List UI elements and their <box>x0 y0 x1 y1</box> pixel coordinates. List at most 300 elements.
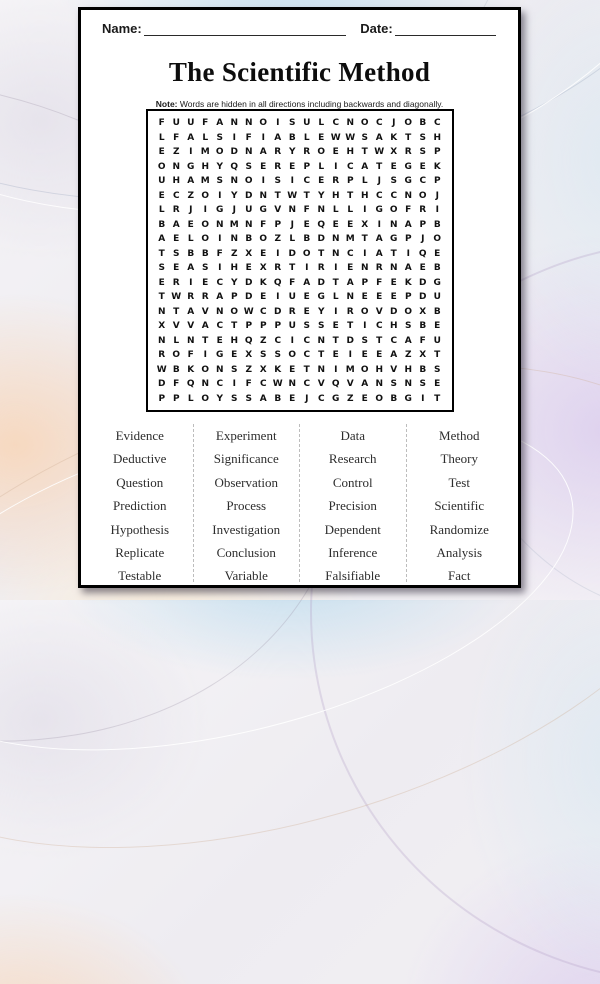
word-item: Scientific <box>434 498 485 514</box>
grid-letter: P <box>274 219 282 230</box>
grid-letter: R <box>404 147 412 157</box>
grid-letter: O <box>418 190 427 201</box>
grid-letter: I <box>232 379 236 389</box>
grid-letter: O <box>259 118 268 128</box>
grid-letter: F <box>173 379 180 389</box>
grid-letter: R <box>346 306 354 317</box>
grid-letter: F <box>419 335 426 346</box>
grid-letter: N <box>404 379 413 389</box>
grid-letter: H <box>404 364 413 375</box>
grid-letter: I <box>421 393 425 404</box>
grid-letter: I <box>334 263 338 273</box>
grid-letter: B <box>419 321 427 331</box>
grid-letter: G <box>332 393 340 404</box>
grid-letter: W <box>156 364 167 375</box>
grid-letter: K <box>187 364 195 375</box>
grid-letter: S <box>216 176 223 186</box>
grid-letter: S <box>260 350 267 360</box>
grid-letter: Q <box>230 161 239 172</box>
grid-letter: R <box>419 205 427 215</box>
word-column <box>406 424 513 582</box>
grid-letter: N <box>360 263 369 273</box>
date-label: Date: <box>360 21 393 36</box>
worksheet-panel <box>78 7 521 588</box>
grid-letter: A <box>187 176 195 186</box>
grid-letter: T <box>231 321 238 331</box>
word-item: Variable <box>224 568 268 584</box>
grid-letter: H <box>360 190 369 201</box>
grid-letter: E <box>390 292 397 302</box>
grid-letter: R <box>274 263 282 273</box>
grid-letter: R <box>332 176 340 186</box>
grid-letter: E <box>173 263 180 273</box>
grid-letter: L <box>158 132 165 143</box>
grid-letter: A <box>346 277 354 288</box>
grid-letter: O <box>404 118 413 128</box>
grid-letter: W <box>287 190 298 201</box>
grid-letter: D <box>288 248 296 259</box>
grid-letter: I <box>435 205 439 215</box>
grid-letter: C <box>317 393 325 404</box>
grid-letter: X <box>259 263 267 273</box>
grid-letter: I <box>363 205 367 215</box>
grid-letter: N <box>317 335 326 346</box>
grid-letter: J <box>392 118 396 128</box>
grid-letter: D <box>274 306 282 317</box>
grid-letter: D <box>245 292 253 302</box>
grid-letter: L <box>332 292 339 302</box>
grid-letter: I <box>276 292 280 302</box>
grid-letter: A <box>172 219 180 230</box>
grid-letter: F <box>405 205 412 215</box>
grid-letter: E <box>289 393 296 404</box>
grid-letter: Y <box>216 161 224 172</box>
grid-letter: N <box>157 335 166 346</box>
grid-letter: C <box>390 335 398 346</box>
grid-letter: G <box>375 205 383 215</box>
grid-letter: P <box>361 277 369 288</box>
grid-letter: N <box>259 190 268 201</box>
grid-letter: O <box>259 234 268 244</box>
grid-letter: W <box>330 132 341 143</box>
grid-letter: F <box>187 350 194 360</box>
grid-letter: C <box>303 350 311 360</box>
grid-letter: O <box>201 190 210 201</box>
word-item: Control <box>332 474 373 490</box>
grid-letter: C <box>346 248 354 259</box>
grid-letter: D <box>419 292 427 302</box>
grid-letter: Z <box>259 335 267 346</box>
grid-letter: H <box>230 263 239 273</box>
grid-letter: M <box>200 176 210 186</box>
grid-letter: H <box>172 176 181 186</box>
grid-letter: O <box>360 118 369 128</box>
word-item: Randomize <box>429 521 489 537</box>
grid-letter: X <box>245 248 253 259</box>
grid-letter: O <box>201 364 210 375</box>
grid-letter: P <box>303 161 311 172</box>
grid-letter: V <box>317 379 325 389</box>
grid-letter: C <box>216 321 224 331</box>
grid-letter: T <box>274 190 281 201</box>
grid-letter: Z <box>230 248 238 259</box>
grid-letter: P <box>433 147 441 157</box>
word-column <box>87 424 193 582</box>
grid-letter: A <box>390 350 398 360</box>
grid-letter: T <box>434 393 441 404</box>
grid-letter: T <box>376 335 383 346</box>
word-column <box>193 424 300 582</box>
grid-letter: R <box>317 263 325 273</box>
grid-letter: X <box>245 350 253 360</box>
grid-letter: S <box>158 263 165 273</box>
grid-letter: N <box>230 118 239 128</box>
grid-letter: H <box>375 364 384 375</box>
grid-letter: S <box>390 379 397 389</box>
grid-letter: F <box>173 132 180 143</box>
grid-letter: N <box>244 147 253 157</box>
grid-letter: P <box>346 176 354 186</box>
grid-letter: I <box>334 161 338 172</box>
word-item: Question <box>116 474 164 490</box>
grid-letter: K <box>404 277 412 288</box>
grid-letter: S <box>361 335 368 346</box>
word-item: Method <box>439 428 480 443</box>
grid-letter: E <box>347 263 354 273</box>
grid-letter: W <box>345 132 356 143</box>
grid-letter: L <box>318 161 325 172</box>
grid-letter: R <box>201 292 209 302</box>
grid-letter: Z <box>172 147 180 157</box>
grid-letter: B <box>419 364 427 375</box>
grid-letter: D <box>230 147 238 157</box>
grid-letter: W <box>243 306 254 317</box>
grid-letter: S <box>361 132 368 143</box>
grid-letter: K <box>390 132 398 143</box>
grid-letter: P <box>274 321 282 331</box>
word-item: Inference <box>328 545 378 561</box>
grid-letter: F <box>216 248 223 259</box>
grid-letter: C <box>259 306 267 317</box>
grid-letter: B <box>187 248 195 259</box>
word-column <box>299 424 406 582</box>
grid-letter: O <box>201 234 210 244</box>
grid-letter: A <box>404 335 412 346</box>
grid-letter: F <box>260 219 267 230</box>
grid-letter: E <box>187 219 194 230</box>
grid-letter: A <box>375 132 383 143</box>
grid-letter: T <box>332 277 339 288</box>
grid-letter: E <box>419 161 426 172</box>
word-search-grid <box>146 109 454 412</box>
grid-letter: S <box>245 393 252 404</box>
grid-letter: L <box>332 205 339 215</box>
grid-letter: S <box>434 364 441 375</box>
note-body: Words are hidden in all directions including backwards and diagonally. <box>177 99 444 109</box>
grid-letter: D <box>346 335 354 346</box>
grid-letter: M <box>200 147 210 157</box>
grid-letter: E <box>347 219 354 230</box>
grid-letter: B <box>303 234 311 244</box>
word-item: Observation <box>214 474 279 490</box>
grid-letter: C <box>172 190 180 201</box>
grid-letter: C <box>216 277 224 288</box>
grid-letter: M <box>229 219 239 230</box>
grid-letter: J <box>290 219 294 230</box>
grid-letter: T <box>361 234 368 244</box>
word-item: Analysis <box>436 545 482 561</box>
grid-letter: V <box>390 364 398 375</box>
grid-letter: D <box>390 306 398 317</box>
grid-letter: E <box>361 292 368 302</box>
grid-letter: C <box>216 379 224 389</box>
grid-letter: A <box>216 292 224 302</box>
grid-letter: O <box>230 306 239 317</box>
grid-letter: X <box>361 219 369 230</box>
grid-letter: R <box>187 292 195 302</box>
grid-letter: S <box>405 321 412 331</box>
grid-letter: E <box>303 219 310 230</box>
grid-letter: N <box>172 161 181 172</box>
grid-letter: I <box>377 219 381 230</box>
grid-letter: D <box>158 379 166 389</box>
grid-letter: O <box>389 205 398 215</box>
grid-letter: B <box>288 132 296 143</box>
grid-letter: F <box>289 277 296 288</box>
grid-letter: P <box>433 176 441 186</box>
grid-letter: L <box>347 205 354 215</box>
name-fill-line <box>144 22 346 36</box>
grid-letter: C <box>375 118 383 128</box>
grid-letter: I <box>203 205 207 215</box>
grid-letter: J <box>435 190 439 201</box>
grid-letter: A <box>216 118 224 128</box>
page-title: The Scientific Method <box>168 57 431 87</box>
grid-letter: B <box>419 118 427 128</box>
grid-letter: D <box>317 234 325 244</box>
grid-letter: V <box>274 205 282 215</box>
grid-letter: I <box>334 306 338 317</box>
grid-letter: X <box>419 306 427 317</box>
grid-letter: R <box>172 205 180 215</box>
grid-letter: O <box>201 219 210 230</box>
grid-letter: B <box>201 248 209 259</box>
grid-letter: N <box>389 263 398 273</box>
grid-letter: O <box>433 234 442 244</box>
grid-letter: P <box>158 393 166 404</box>
grid-letter: S <box>390 176 397 186</box>
grid-letter: P <box>404 234 412 244</box>
grid-letter: E <box>332 219 339 230</box>
grid-letter: C <box>332 118 340 128</box>
grid-letter: E <box>361 350 368 360</box>
grid-letter: G <box>317 292 325 302</box>
grid-letter: I <box>348 350 352 360</box>
grid-letter: N <box>389 219 398 230</box>
grid-letter: N <box>215 364 224 375</box>
grid-letter: Q <box>186 379 195 389</box>
grid-letter: T <box>173 306 180 317</box>
grid-letter: R <box>274 161 282 172</box>
word-item: Testable <box>118 568 162 584</box>
grid-letter: E <box>434 321 441 331</box>
grid-letter: P <box>404 292 412 302</box>
grid-letter: R <box>303 147 311 157</box>
grid-letter: S <box>419 379 426 389</box>
grid-letter: K <box>274 364 282 375</box>
grid-letter: N <box>157 306 166 317</box>
grid-letter: S <box>289 118 296 128</box>
grid-letter: C <box>433 118 441 128</box>
grid-letter: I <box>261 132 265 143</box>
grid-letter: T <box>376 161 383 172</box>
grid-letter: L <box>361 176 368 186</box>
grid-letter: N <box>201 379 210 389</box>
grid-letter: E <box>303 306 310 317</box>
grid-letter: L <box>202 132 209 143</box>
grid-letter: T <box>318 350 325 360</box>
grid-letter: B <box>245 234 253 244</box>
grid-letter: N <box>215 219 224 230</box>
word-list <box>87 424 512 582</box>
grid-letter: Q <box>331 379 340 389</box>
grid-letter: E <box>332 321 339 331</box>
grid-letter: O <box>172 350 181 360</box>
grid-letter: V <box>172 321 180 331</box>
grid-letter: I <box>334 364 338 375</box>
grid-letter: A <box>274 132 282 143</box>
grid-letter: N <box>404 190 413 201</box>
grid-letter: T <box>289 263 296 273</box>
grid-letter: B <box>390 393 398 404</box>
grid-letter: V <box>346 379 354 389</box>
grid-letter: R <box>375 263 383 273</box>
grid-letter: A <box>187 132 195 143</box>
grid-letter: F <box>245 379 252 389</box>
grid-letter: M <box>345 364 355 375</box>
grid-letter: B <box>433 306 441 317</box>
grid-letter: F <box>245 132 252 143</box>
grid-letter: O <box>375 393 384 404</box>
grid-letter: E <box>260 248 267 259</box>
grid-letter: G <box>433 277 441 288</box>
grid-letter: Z <box>346 393 354 404</box>
grid-letter: L <box>303 132 310 143</box>
grid-letter: S <box>303 321 310 331</box>
grid-letter: N <box>230 176 239 186</box>
grid-letter: E <box>289 161 296 172</box>
grid-letter: O <box>201 393 210 404</box>
grid-letter: U <box>303 118 311 128</box>
word-item: Replicate <box>115 545 165 561</box>
grid-letter: O <box>244 176 253 186</box>
grid-letter: S <box>245 161 252 172</box>
grid-letter: O <box>288 350 297 360</box>
grid-letter: M <box>345 234 355 244</box>
grid-letter: I <box>305 263 309 273</box>
grid-letter: U <box>433 335 441 346</box>
grid-letter: H <box>230 335 239 346</box>
grid-letter: I <box>290 176 294 186</box>
grid-letter: J <box>377 176 381 186</box>
grid-letter: S <box>216 132 223 143</box>
grid-letter: E <box>390 161 397 172</box>
grid-letter: A <box>375 248 383 259</box>
grid-letter: B <box>158 219 166 230</box>
grid-letter: N <box>288 379 297 389</box>
grid-letter: A <box>201 321 209 331</box>
grid-letter: A <box>404 263 412 273</box>
word-item: Experiment <box>215 428 277 443</box>
grid-letter: U <box>158 176 166 186</box>
word-item: Significance <box>213 451 279 467</box>
grid-letter: A <box>187 263 195 273</box>
grid-letter: V <box>201 306 209 317</box>
grid-letter: F <box>202 118 209 128</box>
grid-letter: B <box>433 219 441 230</box>
grid-letter: Y <box>288 147 296 157</box>
grid-letter: L <box>187 393 194 404</box>
grid-letter: E <box>173 234 180 244</box>
grid-letter: E <box>158 277 165 288</box>
grid-letter: K <box>259 277 267 288</box>
grid-letter: C <box>375 321 383 331</box>
grid-letter: L <box>158 205 165 215</box>
word-item: Falsifiable <box>325 568 381 584</box>
grid-letter: E <box>361 393 368 404</box>
grid-letter: U <box>433 292 441 302</box>
grid-letter: T <box>332 335 339 346</box>
grid-letter: E <box>434 248 441 259</box>
grid-letter: I <box>406 248 410 259</box>
grid-letter: T <box>303 190 310 201</box>
grid-letter: G <box>187 161 195 172</box>
grid-letter: E <box>245 263 252 273</box>
grid-letter: L <box>289 234 296 244</box>
grid-letter: E <box>158 190 165 201</box>
grid-letter: Y <box>230 277 238 288</box>
grid-letter: S <box>274 176 281 186</box>
grid-letter: E <box>332 350 339 360</box>
grid-letter: J <box>189 205 193 215</box>
grid-letter: Y <box>216 393 224 404</box>
grid-letter: I <box>261 176 265 186</box>
grid-letter: H <box>433 132 442 143</box>
word-item: Prediction <box>113 498 167 514</box>
word-item: Theory <box>440 451 479 467</box>
name-date-row <box>102 21 496 36</box>
grid-letter: J <box>232 205 236 215</box>
grid-letter: L <box>173 335 180 346</box>
grid-letter: G <box>404 393 412 404</box>
grid-letter: F <box>376 277 383 288</box>
grid-letter: O <box>302 248 311 259</box>
grid-letter: S <box>274 350 281 360</box>
grid-letter: E <box>390 277 397 288</box>
grid-letter: C <box>303 379 311 389</box>
grid-letter: I <box>189 277 193 288</box>
grid-letter: C <box>419 176 427 186</box>
grid-letter: S <box>173 248 180 259</box>
grid-letter: E <box>260 292 267 302</box>
grid-letter: H <box>331 190 340 201</box>
grid-letter: S <box>231 393 238 404</box>
grid-letter: B <box>433 263 441 273</box>
grid-letter: U <box>187 118 195 128</box>
grid-letter: O <box>215 147 224 157</box>
grid-letter: S <box>419 147 426 157</box>
grid-letter: C <box>303 335 311 346</box>
